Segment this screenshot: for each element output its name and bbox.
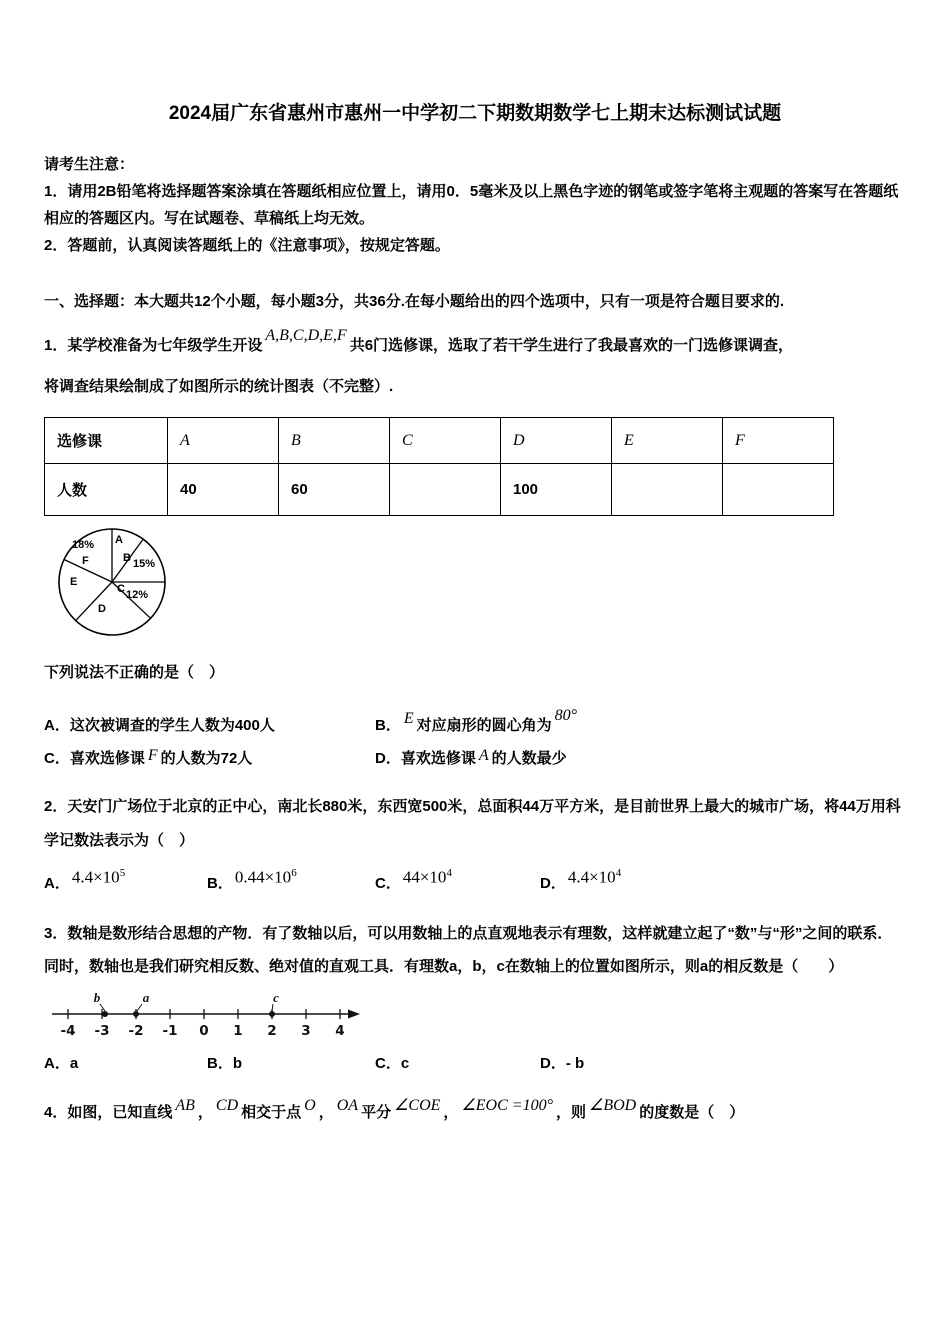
svg-text:4: 4 [335,1023,345,1040]
q4-text-8: 的度数是（ ） [639,1104,745,1122]
pie-label-b-percent: 15% [133,558,156,571]
table-header-count: 人数 [45,464,168,516]
pie-label-b: B [123,552,131,565]
question-2 [44,790,906,893]
table-header-course: 选修课 [45,418,168,464]
q4-text-2: ， [197,1104,213,1122]
notice-item-2: 2．答题前，认真阅读答题纸上的《注意事项》，按规定答题。 [44,237,450,255]
table-cell-course-e: E [612,418,723,464]
table-cell-count-e [612,464,723,516]
pie-label-c-percent: 12% [126,589,149,602]
q1-options-row-1 [44,707,906,735]
q3-option-c: C．c [375,1055,410,1073]
notice-heading: 请考生注意： [44,155,135,173]
q2-option-d-label: D． [540,874,566,892]
point-b-dot [102,1011,108,1017]
question-1 [44,328,906,769]
q4-math-angle-bod: ∠BOD [589,1097,637,1115]
q4-text-1: 4．如图，已知直线 [44,1104,173,1122]
table-cell-course-b: B [279,418,390,464]
table-cell-count-b: 60 [279,464,390,516]
pie-label-e: E [70,576,78,589]
pie-label-d: D [98,603,106,616]
q2-option-b [207,866,375,893]
q2-option-c-value [401,867,454,888]
table-row-courses [45,418,834,464]
q4-math-angle-coe: ∠COE [394,1097,441,1115]
svg-text:-3: -3 [94,1023,110,1040]
q4-text-6: ， [443,1104,459,1122]
q4-math-point-o: O [304,1097,316,1115]
q2-option-d-value [566,867,623,888]
q3-option-a: A．a [44,1055,79,1073]
svg-text:3: 3 [301,1023,311,1040]
q1-option-b-label: B． [375,717,401,735]
point-c-dot [269,1011,275,1017]
number-line-point-arrows [100,1004,273,1011]
q2-option-b-value [233,867,299,888]
point-b-label: b [93,992,101,1006]
q2-option-b-base: 0.44×10 [234,867,292,887]
question-3 [44,917,906,1074]
q2-option-c-base: 44×10 [402,867,447,887]
q1-option-d [375,747,567,768]
q1-question-text: 下列说法不正确的是（ ） [44,664,225,682]
q4-text-4: ， [318,1104,334,1122]
number-line-tick-labels [61,1023,345,1039]
q1-option-c [44,747,375,768]
q1-option-d-label: D．喜欢选修课 [375,750,476,768]
number-line-point-labels [94,992,279,1005]
pie-label-f: F [82,555,89,568]
table-cell-count-f [723,464,834,516]
q3-stem: 3．数轴是数形结合思想的产物．有了数轴以后，可以用数轴上的点直观地表示有理数，这样就建立起了“数”与“形”之间的联系．同时，数轴也是我们研究相反数、绝对值的直观工具．有理数a，b，c在数轴上的位置如图所示，则a的相反数是（ ） [44,924,893,976]
table-cell-count-d: 100 [501,464,612,516]
q4-math-angle-eoc: ∠EOC =100° [461,1097,553,1115]
q2-option-c [375,866,540,893]
q1-option-b-math-e: E [403,710,414,728]
q3-option-d: D．- b [540,1055,585,1073]
svg-text:-2: -2 [128,1023,144,1040]
q2-option-c-label: C． [375,874,401,892]
q4-text-5: 平分 [361,1104,392,1122]
q1-option-d-math-a: A [478,747,489,765]
q2-option-a-value [70,867,127,888]
q2-option-c-exponent: 4 [446,866,452,879]
q1-option-c-math-f: F [147,747,158,765]
q1-statistics-table [44,417,834,516]
number-line-arrowhead [348,1010,360,1019]
table-cell-course-c: C [390,418,501,464]
q1-math-course-list: A,B,C,D,E,F [265,326,347,344]
q2-option-a-base: 4.4×10 [71,867,120,887]
table-cell-course-f: F [723,418,834,464]
q3-option-b: B．b [207,1055,242,1073]
q2-option-a-label: A． [44,874,70,892]
q2-option-d-exponent: 4 [615,866,622,879]
pie-label-c: C [117,583,125,596]
q1-option-b-text: 对应扇形的圆心角为 [416,717,552,735]
point-a-dot [133,1011,139,1017]
q3-number-line [50,992,366,1040]
svg-text:1: 1 [233,1023,243,1040]
table-row-counts [45,464,834,516]
q1-option-b [375,707,580,735]
q3-options-row [44,1052,906,1073]
notice-item-1: 1．请用2B铅笔将选择题答案涂填在答题纸相应位置上，请用0．5毫米及以上黑色字迹的钢笔或签字笔将主观题的答案写在答题纸相应的答题区内。写在试题卷、草稿纸上均无效。 [44,182,899,227]
q2-stem: 2．天安门广场位于北京的正中心，南北长880米，东西宽500米，总面积44万平方米，是目前世界上最大的城市广场，将44万用科学记数法表示为（ ） [44,798,901,849]
q4-text-3: 相交于点 [241,1104,302,1122]
pie-label-a: A [115,534,123,547]
svg-text:0: 0 [199,1023,209,1040]
q1-option-a: A．这次被调查的学生人数为400人 [44,717,275,735]
exam-title: 2024届广东省惠州市惠州一中学初二下期数期数学七上期末达标测试试题 [168,103,782,124]
table-cell-course-a: A [168,418,279,464]
q2-option-a-exponent: 5 [119,866,126,879]
q4-math-ray-oa: OA [336,1097,359,1115]
section-heading: 一、选择题：本大题共12个小题，每小题3分，共36分.在每小题给出的四个选项中，只有一项是符合题目要求的. [44,292,785,310]
point-c-label: c [273,992,279,1006]
q2-options-row [44,866,906,893]
q1-option-d-text: 的人数最少 [491,750,567,768]
q2-option-d-base: 4.4×10 [567,867,616,887]
q1-stem-line-1 [44,328,906,364]
q1-option-c-text: 的人数为72人 [160,750,253,768]
table-cell-count-c [390,464,501,516]
svg-text:-1: -1 [162,1023,178,1040]
q1-text-1: 1．某学校准备为七年级学生开设 [44,336,263,354]
q1-option-c-label: C．喜欢选修课 [44,750,145,768]
q1-option-b-math-angle: 80° [554,707,578,725]
svg-text:-4: -4 [60,1023,76,1040]
q4-math-line-cd: CD [215,1097,239,1115]
svg-text:2: 2 [267,1023,277,1040]
q4-text-7: ，则 [555,1104,586,1122]
q4-stem [44,1095,906,1131]
q1-text-2: 共6门选修课，选取了若干学生进行了我最喜欢的一门选修课调查， [349,336,794,354]
table-cell-count-a: 40 [168,464,279,516]
pie-label-f-percent: 18% [72,539,95,552]
q1-options-row-2 [44,747,906,768]
q2-option-b-exponent: 6 [291,866,297,879]
q2-option-d [540,866,623,893]
point-a-label: a [142,992,150,1006]
table-cell-course-d: D [501,418,612,464]
q2-option-a [44,866,207,893]
q2-option-b-label: B． [207,874,233,892]
question-4 [44,1095,906,1131]
q1-pie-chart [54,524,172,642]
q4-math-line-ab: AB [175,1097,195,1115]
q1-stem-line-2: 将调查结果绘制成了如图所示的统计图表（不完整）. [44,377,394,395]
